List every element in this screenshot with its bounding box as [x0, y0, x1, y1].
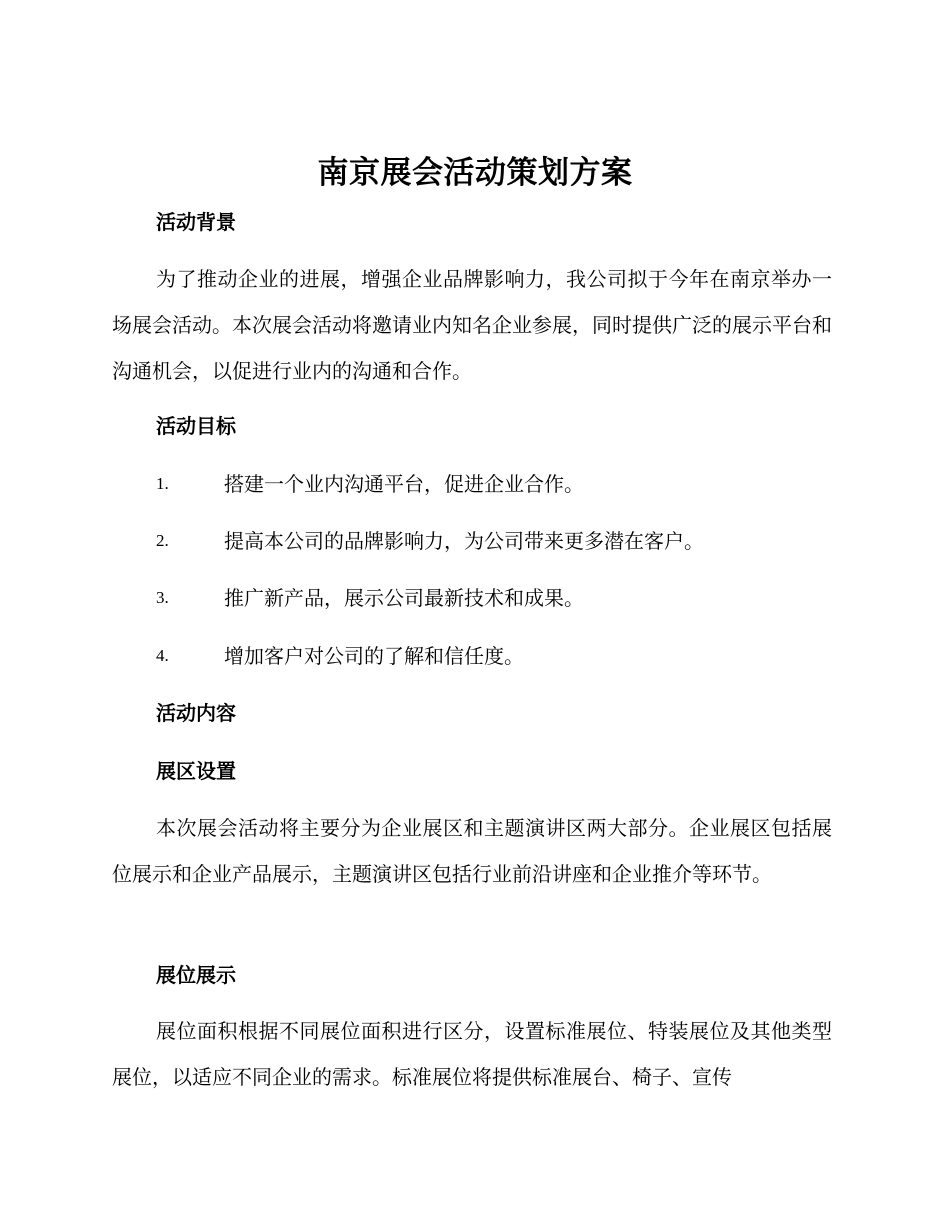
- document-title: 南京展会活动策划方案: [317, 155, 633, 191]
- list-item-number: 4.: [156, 646, 169, 665]
- heading-booth: 展位展示: [156, 963, 236, 987]
- list-item-number: 3.: [156, 588, 169, 607]
- paragraph-booth: 展位面积根据不同展位面积进行区分，设置标准展位、特装展位及其他类型展位，以适应不同企业的需求。标准展位将提供标准展台、椅子、宣传: [112, 1019, 832, 1089]
- heading-zone: 展区设置: [156, 759, 236, 783]
- heading-background: 活动背景: [156, 210, 236, 234]
- paragraph-zone: 本次展会活动将主要分为企业展区和主题演讲区两大部分。企业展区包括展位展示和企业产品展示，主题演讲区包括行业前沿讲座和企业推介等环节。: [112, 816, 832, 886]
- list-item-number: 2.: [156, 531, 169, 550]
- list-item-text: 增加客户对公司的了解和信任度。: [224, 644, 524, 668]
- list-item-text: 搭建一个业内沟通平台，促进企业合作。: [224, 472, 584, 496]
- list-item-text: 提高本公司的品牌影响力，为公司带来更多潜在客户。: [224, 529, 704, 553]
- list-item-text: 推广新产品，展示公司最新技术和成果。: [224, 586, 584, 610]
- heading-goals: 活动目标: [156, 414, 236, 438]
- list-item-number: 1.: [156, 474, 169, 493]
- heading-content: 活动内容: [156, 701, 236, 725]
- paragraph-background: 为了推动企业的进展，增强企业品牌影响力，我公司拟于今年在南京举办一场展会活动。本次展会活动将邀请业内知名企业参展，同时提供广泛的展示平台和沟通机会，以促进行业内的沟通和合作。: [112, 267, 832, 383]
